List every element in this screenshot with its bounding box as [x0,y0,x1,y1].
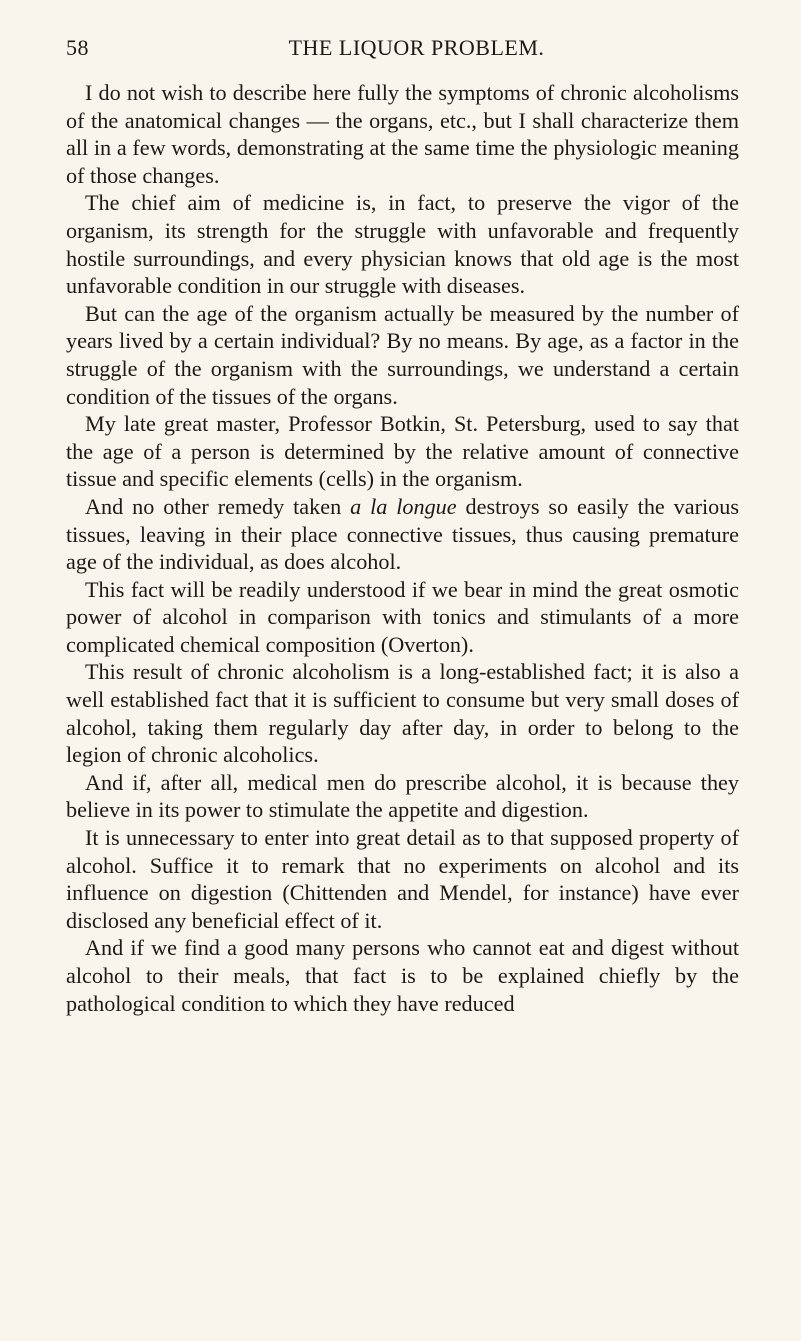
body-text [66,79,739,1017]
italic-phrase: a la longue [350,493,457,519]
running-head [66,35,739,65]
paragraph-7: This result of chronic alcoholism is a long-established fact; it is also a well established fact that it is sufficient to consume but very small doses of alcohol, taking them regularly day after day, in order to belong to the legion of chronic alcoholics. [66,659,739,768]
paragraph-4: My late great master, Professor Botkin, St. Petersburg, used to say that the age of a person is determined by the relative amount of connective tissue and specific elements (cells) in the organism. [66,411,739,492]
paragraph-10: And if we find a good many persons who cannot eat and digest without alcohol to their meals, that fact is to be explained chiefly by the pathological condition to which they have reduced [66,935,739,1016]
paragraph-5-lead: And no other remedy taken [85,493,351,519]
paragraph-6: This fact will be readily understood if we bear in mind the great osmotic power of alcohol in comparison with tonics and stimulants of a more complicated chemical composition (Overton). [66,576,739,657]
paragraph-5 [66,493,739,576]
paragraph-2: The chief aim of medicine is, in fact, to preserve the vigor of the organism, its strength for the struggle with unfavorable and frequently hostile surroundings, and every physician knows that old age is the most unfavorable condition in our struggle with diseases. [66,190,739,299]
paragraph-1: I do not wish to describe here fully the symptoms of chronic alcoholisms of the anatomical changes — the organs, etc., but I shall characterize them all in a few words, demonstrating at the same time the physiologic meaning of those changes. [66,80,739,188]
paragraph-8: And if, after all, medical men do prescribe alcohol, it is because they believe in its power to stimulate the appetite and digestion. [66,769,739,823]
paragraph-5-rest: destroys so easily the various tissues, leaving in their place connective tissues, thus causing premature age of the individual, as does alcohol. [66,493,739,575]
page-number: 58 [66,35,89,60]
running-title: THE LIQUOR PROBLEM. [288,35,545,60]
paragraph-9: It is unnecessary to enter into great detail as to that supposed property of alcohol. Suffice it to remark that no experiments on alcohol and its influence on digestion (Chittenden and Mendel, for instance) have ever disclosed any beneficial effect of it. [66,825,739,933]
paragraph-3: But can the age of the organism actually be measured by the number of years lived by a certain individual? By no means. By age, as a factor in the struggle of the organism with the surroundings, we understand a certain condition of the tissues of the organs. [66,300,739,409]
